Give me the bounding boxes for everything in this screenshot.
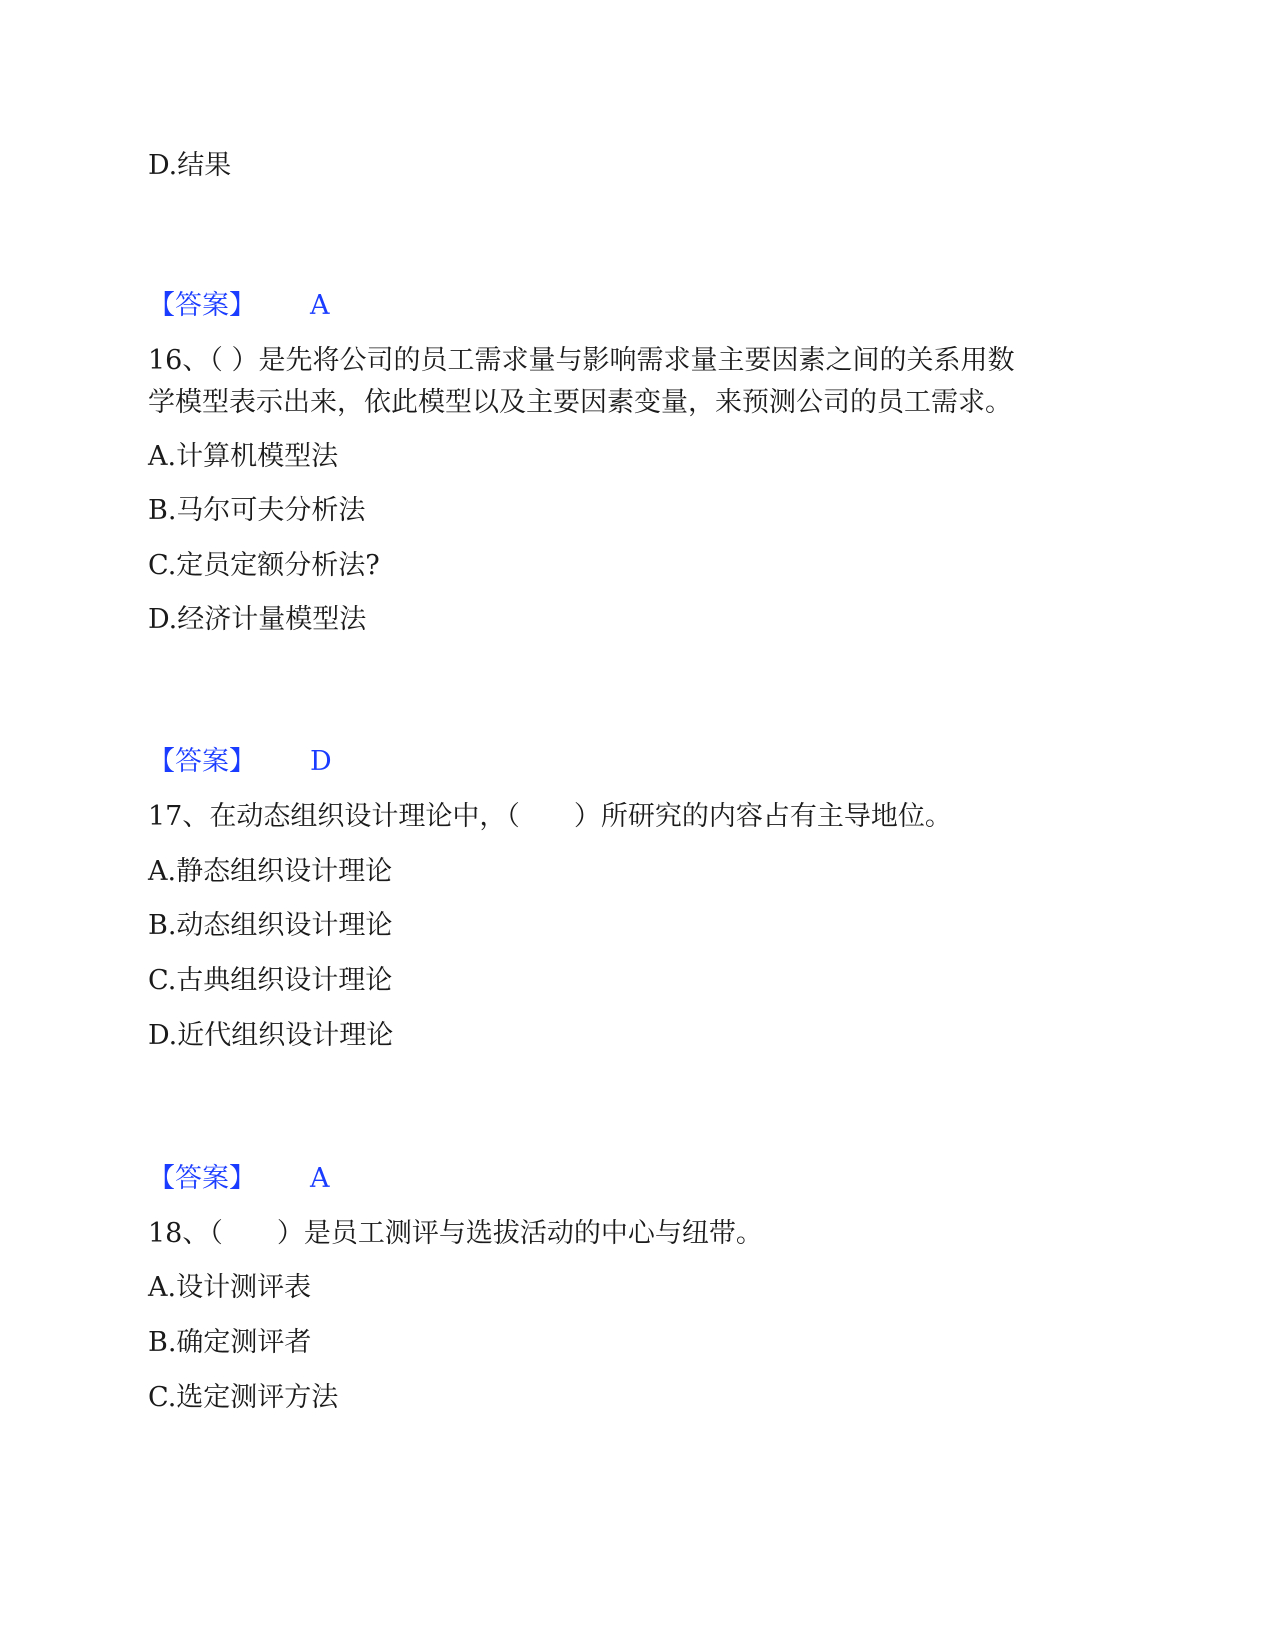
option-a: A.静态组织设计理论 <box>148 856 393 887</box>
option-c: C.古典组织设计理论 <box>148 965 393 996</box>
answer-line <box>148 742 332 782</box>
answer-tag: 【答案】 <box>148 746 256 777</box>
option-d: D.近代组织设计理论 <box>148 1020 394 1051</box>
question-16-line-1: 16、（ ）是先将公司的员工需求量与影响需求量主要因素之间的关系用数 <box>148 345 1015 376</box>
answer-value: A <box>310 290 330 321</box>
option-d: D.结果 <box>148 150 232 181</box>
option-a: A.计算机模型法 <box>148 441 339 472</box>
answer-tag: 【答案】 <box>148 290 256 321</box>
answer-tag: 【答案】 <box>148 1163 256 1194</box>
answer-value: D <box>310 746 332 777</box>
question-18: 18、（ ）是员工测评与选拔活动的中心与纽带。 <box>148 1218 763 1249</box>
answer-value: A <box>310 1163 330 1194</box>
option-b: B.动态组织设计理论 <box>148 910 393 941</box>
answer-line <box>148 286 330 326</box>
option-b: B.确定测评者 <box>148 1327 312 1358</box>
question-17: 17、在动态组织设计理论中，（ ）所研究的内容占有主导地位。 <box>148 801 952 832</box>
option-b: B.马尔可夫分析法 <box>148 495 366 526</box>
option-c: C.定员定额分析法? <box>148 550 380 581</box>
option-a: A.设计测评表 <box>148 1272 312 1303</box>
answer-line <box>148 1159 330 1199</box>
question-16-line-2: 学模型表示出来，依此模型以及主要因素变量，来预测公司的员工需求。 <box>148 387 1012 418</box>
option-d: D.经济计量模型法 <box>148 604 367 635</box>
option-c: C.选定测评方法 <box>148 1382 339 1413</box>
